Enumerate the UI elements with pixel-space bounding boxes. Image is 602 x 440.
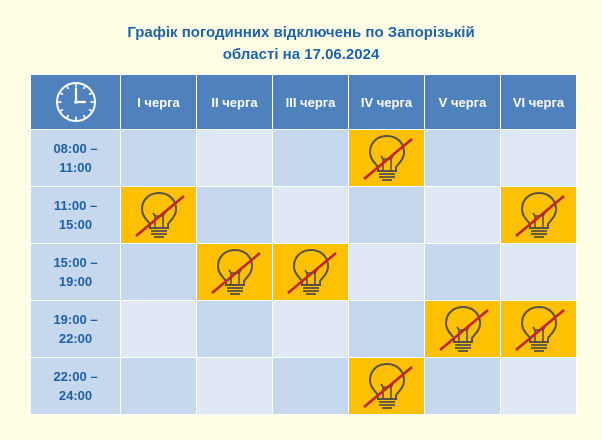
schedule-cell — [349, 187, 425, 244]
schedule-cell — [349, 301, 425, 358]
queue-header-3: III черга — [273, 75, 349, 130]
crossed-lightbulb-icon — [360, 131, 414, 185]
schedule-cell — [197, 187, 273, 244]
queue-header-2: II черга — [197, 75, 273, 130]
schedule-cell — [121, 358, 197, 415]
time-slot-cell — [31, 130, 121, 187]
time-slot-start: 15:00 – — [53, 255, 98, 270]
schedule-cell — [197, 358, 273, 415]
schedule-cell — [425, 358, 501, 415]
schedule-cell — [425, 130, 501, 187]
schedule-cell — [273, 358, 349, 415]
schedule-row — [31, 358, 577, 415]
crossed-lightbulb-icon — [132, 188, 186, 242]
queue-header-6: VI черга — [501, 75, 577, 130]
clock-icon — [54, 80, 98, 124]
time-slot-cell — [31, 301, 121, 358]
schedule-cell — [197, 130, 273, 187]
schedule-cell — [121, 301, 197, 358]
crossed-lightbulb-icon — [512, 302, 566, 356]
title-line-1: Графік погодинних відключень по Запорізькій — [127, 24, 475, 41]
schedule-row — [31, 244, 577, 301]
time-slot-end: 24:00 — [58, 388, 93, 403]
schedule-cell — [273, 130, 349, 187]
time-slot-end: 11:00 — [59, 160, 92, 175]
schedule-cell — [425, 244, 501, 301]
schedule-cell — [273, 301, 349, 358]
schedule-cell — [273, 187, 349, 244]
title-line-2: області на 17.06.2024 — [222, 46, 380, 63]
schedule-cell — [349, 244, 425, 301]
queue-header-5: V черга — [425, 75, 501, 130]
time-slot-cell — [31, 358, 121, 415]
crossed-lightbulb-icon — [512, 188, 566, 242]
schedule-cell — [425, 187, 501, 244]
corner-cell — [31, 75, 121, 130]
schedule-cell — [501, 130, 577, 187]
outage-cell — [197, 244, 273, 301]
outage-cell — [273, 244, 349, 301]
time-slot-end: 15:00 — [58, 217, 93, 232]
outage-cell — [349, 130, 425, 187]
outage-cell — [501, 187, 577, 244]
time-slot-end: 19:00 — [58, 274, 93, 289]
header-row — [31, 75, 577, 130]
crossed-lightbulb-icon — [284, 245, 338, 299]
time-slot-start: 11:00 – — [53, 198, 98, 213]
schedule-row — [31, 301, 577, 358]
schedule-row — [31, 130, 577, 187]
crossed-lightbulb-icon — [360, 359, 414, 413]
outage-cell — [121, 187, 197, 244]
time-slot-end: 22:00 — [58, 331, 93, 346]
time-slot-cell — [31, 244, 121, 301]
schedule-row — [31, 187, 577, 244]
schedule-cell — [121, 130, 197, 187]
schedule-cell — [501, 358, 577, 415]
time-slot-start: 08:00 – — [53, 141, 98, 156]
schedule-cell — [121, 244, 197, 301]
time-slot-cell — [31, 187, 121, 244]
queue-header-4: IV черга — [349, 75, 425, 130]
outage-cell — [501, 301, 577, 358]
outage-schedule-table — [30, 74, 577, 415]
time-slot-start: 22:00 – — [53, 369, 98, 384]
schedule-title — [0, 22, 602, 66]
time-slot-start: 19:00 – — [53, 312, 98, 327]
outage-cell — [349, 358, 425, 415]
queue-header-1: I черга — [121, 75, 197, 130]
schedule-cell — [197, 301, 273, 358]
crossed-lightbulb-icon — [436, 302, 490, 356]
outage-cell — [425, 301, 501, 358]
crossed-lightbulb-icon — [208, 245, 262, 299]
schedule-cell — [501, 244, 577, 301]
